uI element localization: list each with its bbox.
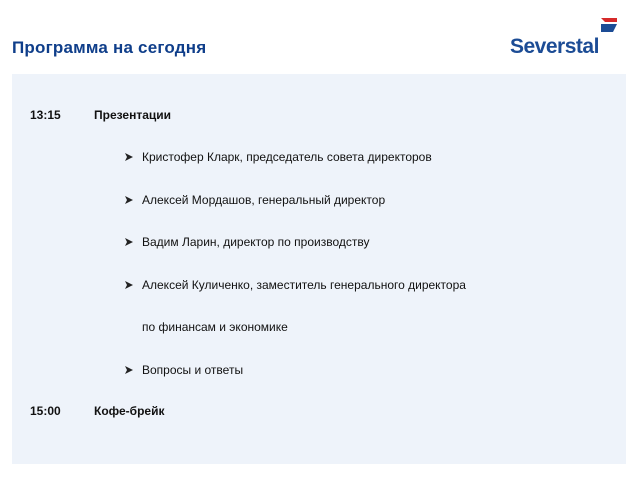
agenda-item [124,278,466,292]
agenda-item [124,235,369,249]
session-time: 13:15 [30,108,61,122]
agenda-panel [12,74,626,464]
session-heading: Кофе-брейк [94,404,165,418]
agenda-item-text: Алексей Мордашов, генеральный директор [142,193,386,207]
agenda-item [124,363,243,377]
severstal-logo-icon [598,14,620,36]
page-title: Программа на сегодня [12,38,207,57]
agenda-item-text: Вадим Ларин, директор по производству [142,235,370,249]
arrow-bullet-icon [124,195,134,205]
arrow-bullet-icon [124,365,134,375]
logo-text: Severstal [510,35,599,58]
severstal-logo [510,14,626,60]
agenda-item-text: Вопросы и ответы [142,363,244,377]
arrow-bullet-icon [124,280,134,290]
agenda-item-text: Кристофер Кларк, председатель совета директоров [142,150,432,164]
session-time: 15:00 [30,404,61,418]
agenda-item [124,150,432,164]
arrow-bullet-icon [124,237,134,247]
agenda-item [124,193,385,207]
agenda-item-continuation: по финансам и экономике [142,320,288,334]
agenda-item-text: Алексей Куличенко, заместитель генерального директора [142,278,466,292]
session-heading: Презентации [94,108,172,122]
arrow-bullet-icon [124,152,134,162]
